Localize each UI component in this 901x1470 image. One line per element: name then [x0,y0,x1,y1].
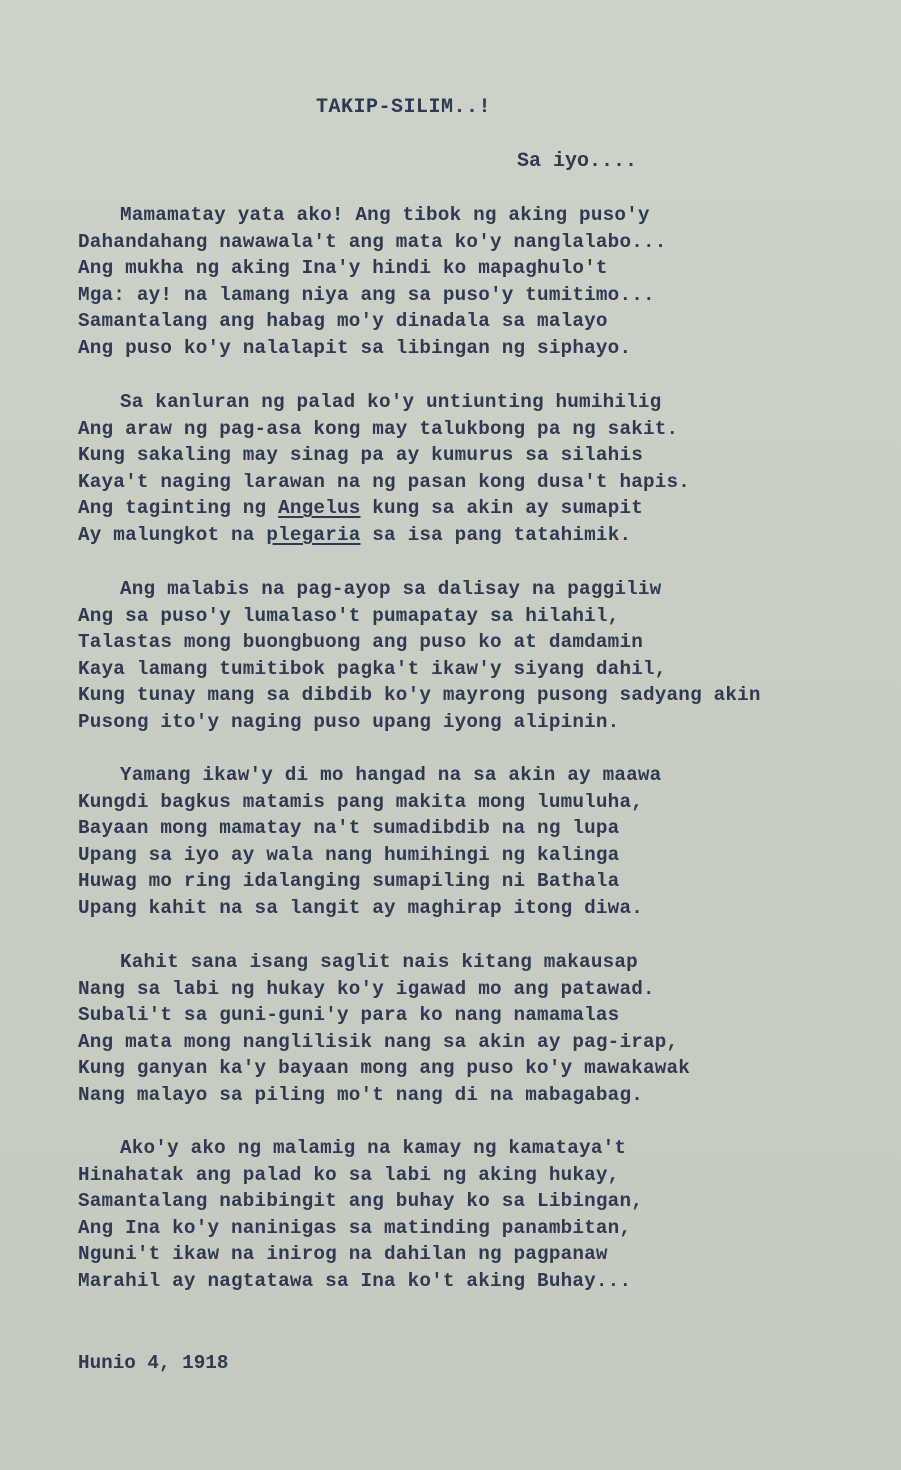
stanza-line: Talastas mong buongbuong ang puso ko at damdamin [78,631,643,654]
line-text: Ang taginting ng [78,497,279,520]
stanza-line: Yamang ikaw'y di mo hangad na sa akin ay maawa [120,764,662,786]
line-text: kung sa akin ay sumapit [360,497,644,520]
stanza-4 [78,762,661,922]
stanza-line: Kahit sana isang saglit nais kitang makausap [120,951,638,973]
line-text: sa isa pang tatahimik. [360,523,632,546]
stanza-line: Huwag mo ring idalanging sumapiling ni Bathala [78,870,620,893]
underlined-word-angelus: Angelus [278,497,361,520]
poem-date: Hunio 4, 1918 [78,1352,229,1374]
stanza-line: Kung sakaling may sinag pa ay kumurus sa silahis [78,444,643,467]
stanza-line: Kaya lamang tumitibok pagka't ikaw'y siyang dahil, [78,657,667,680]
stanza-line: Ang puso ko'y nalalapit sa libingan ng siphayo. [78,336,632,359]
stanza-line: Samantalang ang habag mo'y dinadala sa malayo [78,310,608,333]
stanza-line: Kaya't naging larawan na ng pasan kong dusa't hapis. [78,470,691,493]
stanza-line: Nang malayo sa piling mo't nang di na mabagabag. [78,1083,643,1106]
stanza-line: Bayaan mong mamatay na't sumadibdib na ng lupa [78,817,620,840]
stanza-line: Ang malabis na pag-ayop sa dalisay na paggiliw [120,578,662,600]
stanza-line [78,495,690,522]
stanza-line: Ako'y ako ng malamig na kamay ng kamataya't [120,1137,627,1159]
stanza-6 [78,1135,643,1295]
stanza-line: Nang sa labi ng hukay ko'y igawad mo ang patawad. [78,977,655,1000]
stanza-line: Dahandahang nawawala't ang mata ko'y nanglalabo... [78,230,667,253]
stanza-line: Upang kahit na sa langit ay maghirap itong diwa. [78,896,643,919]
stanza-line: Ang araw ng pag-asa kong may talukbong pa ng sakit. [78,417,679,440]
stanza-line: Kung ganyan ka'y bayaan mong ang puso ko'y mawakawak [78,1057,691,1080]
stanza-1 [78,202,667,362]
stanza-line: Sa kanluran ng palad ko'y untiunting humihilig [120,391,662,413]
stanza-line: Ang Ina ko'y naninigas sa matinding panambitan, [78,1216,632,1239]
stanza-line: Pusong ito'y naging puso upang iyong alipinin. [78,710,620,733]
stanza-line: Subali't sa guni-guni'y para ko nang namamalas [78,1004,620,1027]
stanza-5 [78,949,690,1109]
stanza-line: Marahil ay nagtatawa sa Ina ko't aking Buhay... [78,1269,632,1292]
underlined-word-plegaria: plegaria [266,523,361,546]
stanza-3 [78,576,761,736]
stanza-line [78,522,690,549]
line-text: Ay malungkot na [78,523,267,546]
stanza-2 [78,389,690,549]
poem-dedication: Sa iyo.... [517,150,638,173]
stanza-line: Ang mata mong nanglilisik nang sa akin ay pag-irap, [78,1030,679,1053]
poem-title: TAKIP-SILIM..! [316,96,492,119]
stanza-line: Nguni't ikaw na inirog na dahilan ng pagpanaw [78,1243,608,1266]
stanza-line: Ang mukha ng aking Ina'y hindi ko mapaghulo't [78,257,608,280]
stanza-line: Kung tunay mang sa dibdib ko'y mayrong pusong sadyang akin [78,684,761,707]
stanza-line: Kungdi bagkus matamis pang makita mong lumuluha, [78,790,643,813]
stanza-line: Mamamatay yata ako! Ang tibok ng aking puso'y [120,204,650,226]
stanza-line: Upang sa iyo ay wala nang humihingi ng kalinga [78,843,620,866]
stanza-line: Samantalang nabibingit ang buhay ko sa Libingan, [78,1190,643,1213]
stanza-line: Hinahatak ang palad ko sa labi ng aking hukay, [78,1163,620,1186]
stanza-line: Mga: ay! na lamang niya ang sa puso'y tumitimo... [78,283,655,306]
stanza-line: Ang sa puso'y lumalaso't pumapatay sa hilahil, [78,604,620,627]
